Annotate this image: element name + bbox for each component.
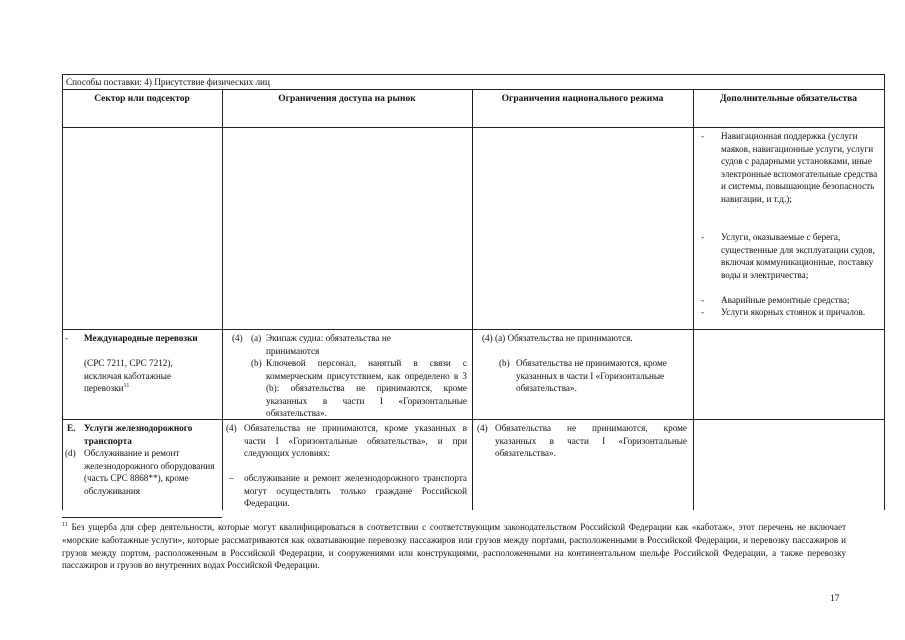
market-row2-b-label: (b) bbox=[251, 358, 262, 368]
additional-bullet-3: - bbox=[701, 295, 705, 305]
market-row2-number: (4) bbox=[232, 333, 243, 343]
table-header-rule-bottom bbox=[62, 127, 885, 128]
market-row3-condition: обслуживание и ремонт железнодорожного транспорта могут осуществлять только граждане Российской Федерации. bbox=[244, 473, 467, 509]
table-col-divider-3 bbox=[693, 89, 694, 510]
table-row2-rule bbox=[62, 419, 885, 420]
market-row2-b-text: Ключевой персонал, нанятый в связи с коммерческим присутствием, как определено в 3 (b): обязательства не принимаются, кроме указанных в части I «Горизонтальные обязательства». bbox=[266, 358, 467, 419]
footnote-number: 11 bbox=[62, 521, 68, 528]
footnote-separator bbox=[62, 517, 222, 518]
national-row2-b-text: Обязательства не принимаются, кроме указанных в части I «Горизонтальные обязательства». bbox=[516, 358, 667, 394]
table-border-right bbox=[884, 74, 885, 510]
table-caption: Способы поставки: 4) Присутствие физических лиц bbox=[66, 77, 270, 87]
national-row2-b-label: (b) bbox=[499, 358, 510, 368]
additional-bullet-2: - bbox=[701, 232, 705, 242]
sector-bullet: - bbox=[65, 333, 69, 343]
table-header-rule-top bbox=[62, 89, 885, 90]
table-col-divider-1 bbox=[222, 89, 223, 510]
footnote-text: Без ущерба для сфер деятельности, которые могут квалифицироваться в соответствии с соответствующим законодательством Российской Федерации как «каботаж», этот перечень не включает «морские каботажные услуги», которые рассматриваются как охватывающие перевозку пассажиров или грузов между портами, расположенными в Российской Федерации, и перевозку пассажиров и грузов между портом, расположенным в Российской Федерации, и сооружениями или конструкциями, расположенными на континентальном шельфе Российской Федерации, а также перевозку пассажиров и грузов во внутренних водах Российской Федерации. bbox=[62, 522, 846, 571]
table-col-divider-2 bbox=[472, 89, 473, 510]
market-row2-a-text: Экипаж судна: обязательства не принимаются bbox=[266, 333, 391, 356]
table-row1-rule bbox=[62, 329, 885, 330]
national-row2-a: (4) (a) Обязательства не принимаются. bbox=[482, 333, 633, 343]
header-market-access: Ограничения доступа на рынок bbox=[278, 94, 416, 104]
market-row2-a-label: (a) bbox=[251, 333, 262, 343]
additional-bullet-1: - bbox=[701, 131, 705, 141]
market-row3-dash: – bbox=[229, 473, 234, 483]
page-number: 17 bbox=[830, 594, 840, 604]
sector-codes-text: (CPC 7211, CPC 7212), исключая каботажные перевозки bbox=[84, 358, 173, 394]
additional-item-4: Услуги якорных стоянок и причалов. bbox=[721, 307, 866, 317]
sector-title-international: Международные перевозки bbox=[84, 333, 198, 343]
additional-item-2: Услуги, оказываемые с берега, существенные для эксплуатации судов, включая коммуникационные, поставку воды и электричества; bbox=[721, 232, 875, 280]
sector-letter-e: E. bbox=[67, 423, 76, 433]
header-national-treatment: Ограничения национального режима bbox=[501, 94, 664, 104]
sector-d-label: (d) bbox=[65, 448, 76, 458]
footnote bbox=[62, 521, 846, 572]
sector-title-rail: Услуги железнодорожного транспорта bbox=[84, 423, 193, 446]
additional-item-1: Навигационная поддержка (услуги маяков, навигационные услуги, услуги судов с радарными установками, иные электронные вспомогательные средства и системы, повышающие безопасность навигации, и т.д.); bbox=[721, 131, 878, 204]
sector-codes-international bbox=[84, 357, 204, 395]
header-additional-commitments: Дополнительные обязательства bbox=[719, 94, 858, 104]
additional-item-3: Аварийные ремонтные средства; bbox=[721, 295, 850, 305]
table-border-left bbox=[62, 74, 63, 510]
national-row3-number: (4) bbox=[477, 423, 488, 433]
market-row3-text: Обязательства не принимаются, кроме указанных в части I «Горизонтальные обязательства», и при следующих условиях: bbox=[244, 423, 467, 459]
market-row3-number: (4) bbox=[226, 423, 237, 433]
footnote-ref: 11 bbox=[123, 383, 130, 390]
additional-bullet-4: - bbox=[701, 307, 705, 317]
sector-d-text: Обслуживание и ремонт железнодорожного оборудования (часть CPC 8868**), кроме обслуживания bbox=[84, 448, 215, 496]
national-row3-text: Обязательства не принимаются, кроме указанных в части I «Горизонтальные обязательства». bbox=[495, 423, 687, 459]
table-border-top bbox=[62, 74, 885, 75]
header-sector: Сектор или подсектор bbox=[94, 94, 190, 104]
